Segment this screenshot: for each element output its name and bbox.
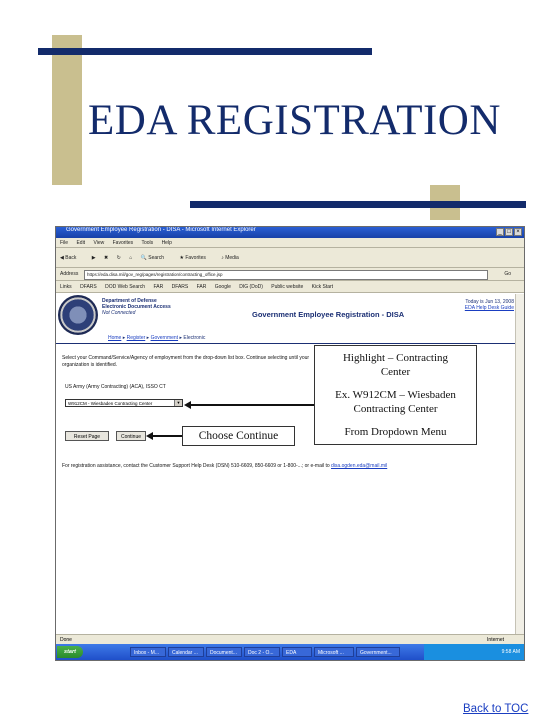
taskbar-item[interactable]: Document... (206, 647, 242, 657)
callout-line: Ex. W912CM – Wiesbaden (335, 389, 456, 401)
menu-tools[interactable]: Tools (141, 240, 154, 246)
taskbar-item[interactable]: Microsoft ... (314, 647, 354, 657)
decorative-line (190, 201, 526, 208)
choose-continue-callout: Choose Continue (182, 426, 295, 446)
continue-button[interactable]: Continue (116, 431, 146, 441)
page-header (56, 294, 524, 332)
slide-title: EDA REGISTRATION (88, 97, 501, 144)
home-button[interactable]: ⌂ (129, 255, 133, 261)
back-button[interactable]: ◀ Back (60, 255, 77, 261)
link-item[interactable]: DFARS (171, 284, 189, 290)
links-label: Links (60, 284, 72, 290)
window-titlebar (56, 227, 524, 238)
menu-file[interactable]: File (60, 240, 69, 246)
support-footnote (62, 463, 518, 469)
select-value: W912CM - Wiesbaden Contracting Center (68, 401, 153, 406)
taskbar-item[interactable]: EDA (282, 647, 312, 657)
start-button[interactable]: start (57, 646, 83, 658)
page-heading: Government Employee Registration - DISA (252, 310, 405, 319)
link-item[interactable]: FAR (196, 284, 207, 290)
link-item[interactable]: Google (214, 284, 231, 290)
link-item[interactable]: FAR (153, 284, 164, 290)
arrow-left-icon (184, 401, 191, 409)
taskbar-item[interactable]: Calendar ... (168, 647, 204, 657)
callout-arrow-line (152, 435, 182, 437)
callout-line: From Dropdown Menu (344, 426, 447, 438)
footnote-text: For registration assistance, contact the Customer Support Help Desk (DSN) 510-6609, 850-6609 or 1-800-...; or e-mail to (62, 463, 330, 469)
link-item[interactable]: DOD Web Search (105, 284, 146, 290)
security-zone: Internet (487, 637, 504, 643)
date-block (465, 299, 514, 311)
menu-view[interactable]: View (93, 240, 105, 246)
status-text: Done (60, 637, 72, 643)
go-button[interactable]: Go (504, 271, 511, 277)
menu-bar (56, 238, 524, 248)
chevron-down-icon[interactable]: ▼ (174, 400, 182, 406)
agency-label: US Army (Army Contracting) (ACA), ISSO CT (65, 384, 166, 390)
tray-clock: 9:58 AM (501, 649, 520, 655)
link-item[interactable]: DIG (DoD) (239, 284, 263, 290)
callout-line: Highlight – Contracting (342, 352, 449, 364)
refresh-button[interactable]: ↻ (116, 255, 121, 261)
link-item[interactable]: Public website (271, 284, 304, 290)
breadcrumb-current: Electronic (183, 335, 206, 341)
taskbar-item[interactable]: Inbox - M... (130, 647, 166, 657)
forward-button[interactable]: ▶ (91, 255, 96, 261)
decorative-bar (52, 35, 82, 185)
back-to-toc-link[interactable]: Back to TOC (463, 703, 529, 715)
media-button[interactable]: ♪ Media (221, 255, 239, 261)
support-email-link[interactable]: disa.ogden.eda@mail.mil (331, 463, 388, 469)
callout-line: Center (380, 366, 411, 378)
breadcrumb-government[interactable]: Government (150, 335, 179, 341)
address-label: Address (60, 271, 79, 277)
dept-line: Department of Defense (102, 298, 157, 304)
instructions-text: Select your Command/Service/Agency of employment from the drop-down list box. Continue selecting until your organization is identified. (62, 355, 310, 368)
search-button[interactable]: 🔍 Search (140, 255, 165, 261)
callout-line: Contracting Center (353, 403, 438, 415)
highlight-callout (314, 345, 477, 445)
vertical-scrollbar[interactable] (515, 294, 524, 634)
menu-edit[interactable]: Edit (76, 240, 86, 246)
breadcrumb-home[interactable]: Home (108, 335, 122, 341)
contracting-office-select[interactable] (65, 399, 183, 407)
dod-seal-icon (58, 295, 98, 335)
taskbar-item[interactable]: Government... (356, 647, 400, 657)
breadcrumb: Home ▸ Register ▸ Government ▸ Electronic (56, 332, 524, 344)
dept-line: Electronic Document Access (102, 304, 171, 310)
window-title: Government Employee Registration - DISA - Microsoft Internet Explorer (66, 227, 256, 233)
decorative-line (38, 48, 372, 55)
status-bar (56, 634, 524, 644)
taskbar-item[interactable]: Doc 2 - O... (244, 647, 280, 657)
address-bar (56, 268, 524, 281)
link-item[interactable]: Kick Start (311, 284, 334, 290)
maximize-button[interactable]: □ (505, 228, 513, 236)
system-tray (424, 644, 524, 660)
help-link[interactable]: EDA Help Desk Guide (464, 305, 514, 311)
stop-button[interactable]: ✖ (104, 255, 109, 261)
date-text: Today is Jun 13, 2008 (465, 299, 514, 305)
close-button[interactable]: × (514, 228, 522, 236)
breadcrumb-register[interactable]: Register (126, 335, 146, 341)
callout-arrow-line (190, 404, 314, 406)
taskbar (56, 644, 524, 660)
links-bar (56, 281, 524, 293)
link-item[interactable]: DFARS (80, 284, 97, 290)
menu-help[interactable]: Help (161, 240, 172, 246)
dept-line: Not Connected (102, 310, 136, 316)
menu-favorites[interactable]: Favorites (112, 240, 134, 246)
arrow-left-icon (146, 432, 153, 440)
minimize-button[interactable]: _ (496, 228, 504, 236)
favorites-button[interactable]: ★ Favorites (179, 255, 206, 261)
reset-button[interactable]: Reset Page (65, 431, 109, 441)
toolbar (56, 248, 524, 268)
address-input[interactable]: https://eda.disa.mil/gov_reg/pages/registration/contracting_office.jsp (84, 270, 488, 280)
department-block (102, 298, 171, 316)
